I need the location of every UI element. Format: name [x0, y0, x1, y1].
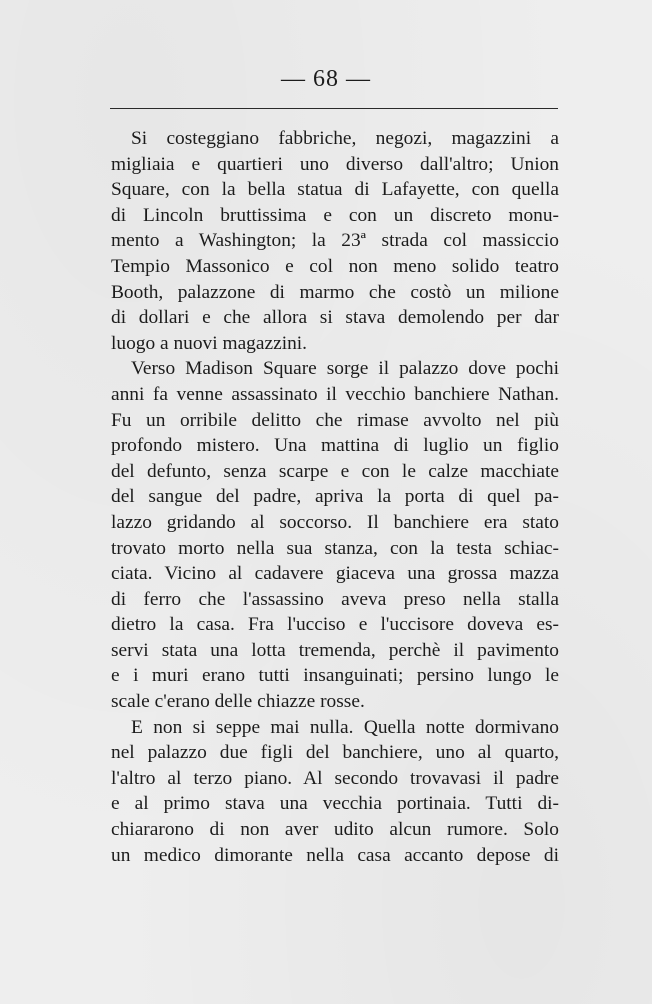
text-line: Tempio Massonico e col non meno solido teatro	[111, 255, 559, 277]
text-line: Booth, palazzone di marmo che costò un milione	[111, 281, 559, 303]
text-line: mento a Washington; la 23ª strada col massiccio	[111, 230, 559, 252]
text-line: trovato morto nella sua stanza, con la testa schiac-	[111, 537, 559, 559]
text-line: Square, con la bella statua di Lafayette, con quella	[111, 179, 559, 201]
text-line: scale c'erano delle chiazze rosse.	[111, 691, 365, 713]
text-line: di ferro che l'assassino aveva preso nella stalla	[111, 588, 559, 610]
text-line: ciata. Vicino al cadavere giaceva una grossa mazza	[111, 563, 559, 585]
text-line: del sangue del padre, apriva la porta di quel pa-	[111, 486, 559, 508]
text-line: migliaia e quartieri uno diverso dall'altro; Union	[111, 153, 559, 175]
text-line: un medico dimorante nella casa accanto depose di	[111, 844, 559, 866]
text-line: profondo mistero. Una mattina di luglio un figlio	[111, 435, 559, 457]
text-line: dietro la casa. Fra l'ucciso e l'uccisore doveva es-	[111, 614, 559, 636]
text-line: anni fa venne assassinato il vecchio banchiere Nathan.	[111, 383, 559, 405]
text-line: servi stata una lotta tremenda, perchè il pavimento	[111, 639, 559, 661]
text-line: nel palazzo due figli del banchiere, uno al quarto,	[111, 742, 559, 764]
text-line: Fu un orribile delitto che rimase avvolto nel più	[111, 409, 559, 431]
text-line: luogo a nuovi magazzini.	[111, 332, 308, 354]
text-line: del defunto, senza scarpe e con le calze macchiate	[111, 460, 559, 482]
text-line: di Lincoln bruttissima e con un discreto monu-	[111, 204, 559, 226]
text-line: lazzo gridando al soccorso. Il banchiere era stato	[111, 511, 559, 533]
text-line: e i muri erano tutti insanguinati; persino lungo le	[111, 665, 559, 687]
body-text	[111, 126, 559, 868]
text-line: Verso Madison Square sorge il palazzo dove pochi	[131, 358, 559, 380]
text-line: di dollari e che allora si stava demolendo per dar	[111, 307, 559, 329]
text-line: l'altro al terzo piano. Al secondo trovavasi il padre	[111, 767, 559, 789]
page-number: — 68 —	[281, 66, 371, 92]
header-rule	[110, 108, 558, 109]
text-line: E non si seppe mai nulla. Quella notte dormivano	[131, 716, 559, 738]
text-line: e al primo stava una vecchia portinaia. Tutti di-	[111, 793, 559, 815]
text-line: chiararono di non aver udito alcun rumore. Solo	[111, 819, 559, 841]
text-line: Si costeggiano fabbriche, negozi, magazzini a	[131, 128, 559, 149]
